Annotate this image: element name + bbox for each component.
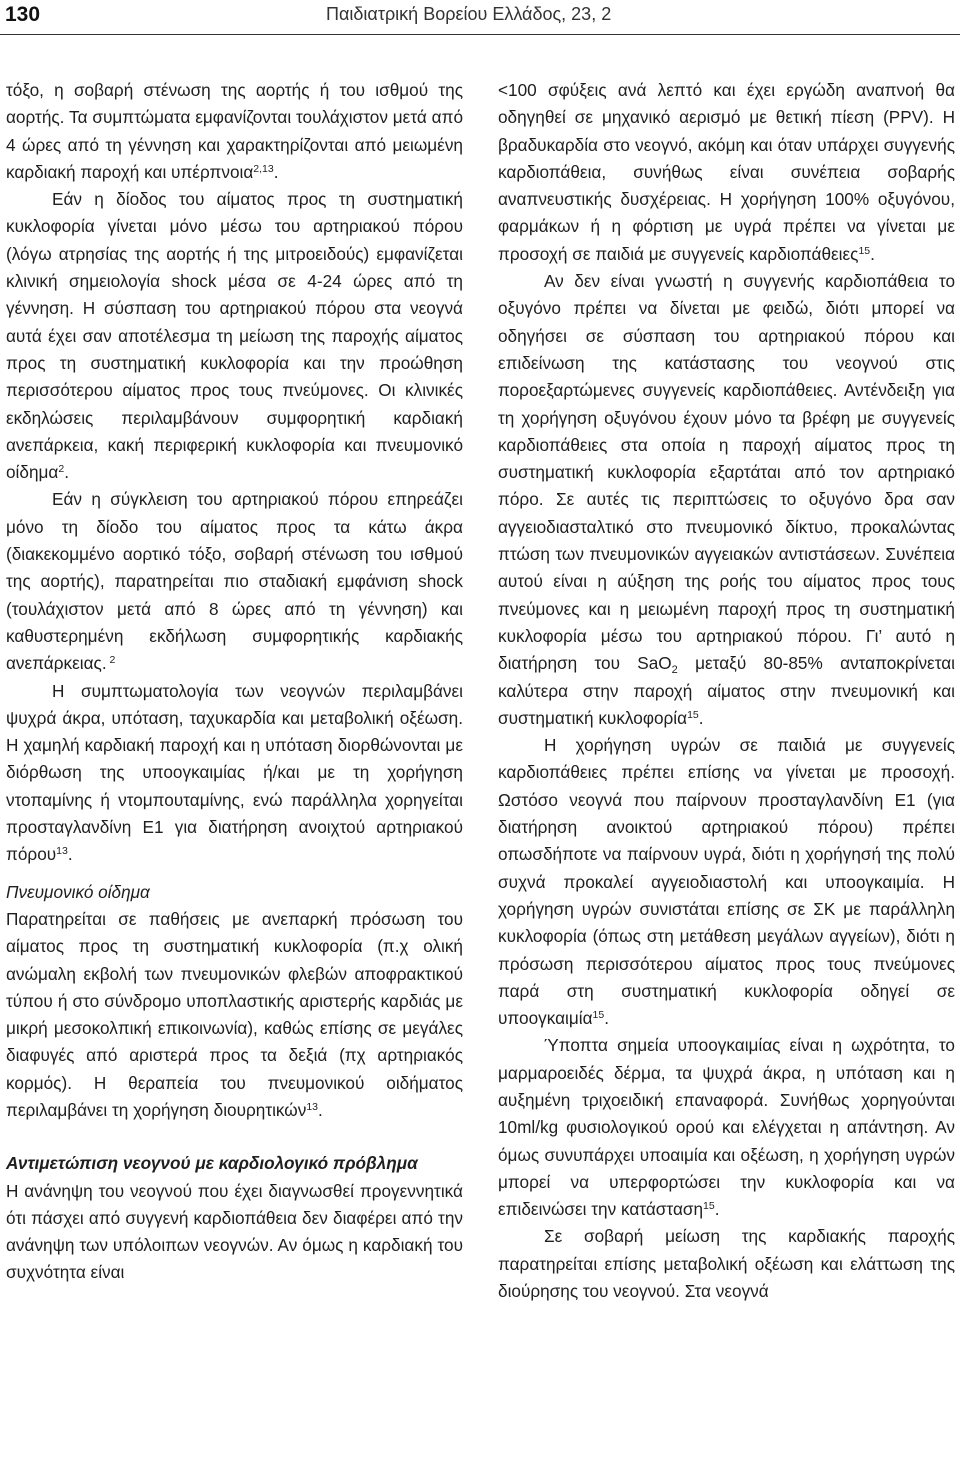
paragraph-end: . (318, 1099, 323, 1120)
paragraph (498, 77, 955, 268)
reference-citation: 13 (306, 1100, 319, 1113)
paragraph-text: Η συμπτωματολογία των νεογνών περιλαμβάνει ψυχρά άκρα, υπόταση, ταχυκαρδία και μεταβολική οξέωση. Η χαμηλή καρδιακή παροχή και η υπόταση διορθώνονται με διόρθωση της υποογκαιμίας ή/και με τη χορήγηση ντοπαμίνης ή ντομπουταμίνης, ενώ παράλληλα χορηγείται προσταγλανδίνη Ε1 για διατήρηση ανοιχτού αρτηριακού πόρου (6, 680, 463, 865)
paragraph (6, 486, 463, 677)
paragraph-end: . (698, 707, 704, 728)
subscript: 2 (671, 664, 678, 677)
reference-citation: 2 (58, 463, 65, 476)
running-head: Παιδιατρική Βορείου Ελλάδος, 23, 2 (326, 4, 612, 24)
paragraph-end: . (604, 1008, 609, 1029)
paragraph (498, 1032, 955, 1223)
paragraph (6, 906, 463, 1124)
paragraph-end: . (64, 462, 69, 483)
paragraph-text: Ύποπτα σημεία υποογκαιμίας είναι η ωχρότητα, το μαρμαροειδές δέρμα, τα ψυχρά άκρα, η υπόταση και η αυξημένη τριχοειδική επαναφορά. Συνήθως χορηγούνται 10ml/kg φυσιολογικού ορού και ελέγχεται η απάντηση. Αν όμως συνυπάρχει υποαιμία και οξέωση, η χορήγηση υγρών μπορεί να υπερφορτώσει την κυκλοφορία και να επιδεινώσει την κατάσταση (498, 1035, 955, 1220)
page-number: 130 (5, 3, 41, 26)
reference-citation: 15 (687, 708, 699, 721)
right-column (498, 77, 955, 1305)
paragraph-text: Εάν η δίοδος του αίματος προς τη συστηματική κυκλοφορία γίνεται μόνο μέσω του αρτηριακού πόρου (λόγω ατρησίας της αορτής ή της μιτροειδούς) εμφανίζεται κλινική σημειολογία shock μέσα σε 4-24 ώρες από τη γέννηση. Η σύσπαση του αρτηριακού πόρου στα νεογνά αυτά έχει σαν αποτέλεσμα τη μείωση της παροχής αίματος προς τη συστηματική κυκλοφορία και την προώθηση περισσότερου αίματος προς τους πνεύμονες. Οι κλινικές εκδηλώσεις περιλαμβάνουν συμφορητική καρδιακή ανεπάρκεια, κακή περιφερική κυκλοφορία και πνευμονικό οίδημα (6, 189, 463, 483)
paragraph-text: <100 σφύξεις ανά λεπτό και έχει εργώδη αναπνοή θα οδηγηθεί σε μηχανικό αερισμό με θετική πίεση (PPV). Η βραδυκαρδία στο νεογνό, ακόμη και όταν υπάρχει συγγενής καρδιοπάθεια, συνήθως είναι συνέπεια σοβαρής αναπνευστικής δυσχέρειας. Η χορήγηση 100% οξυγόνου, φαρμάκων ή η φόρτιση με υγρά πρέπει να γίνεται με προσοχή σε παιδιά με συγγενείς καρδιοπάθειες (498, 80, 955, 264)
paragraph-end: . (714, 1199, 720, 1220)
reference-citation: 13 (56, 845, 68, 858)
header-divider (0, 34, 960, 35)
paragraph (498, 268, 955, 732)
paragraph-text: Εάν η σύγκλειση του αρτηριακού πόρου επηρεάζει μόνο τη δίοδο του αίματος προς τα κάτω άκρα (διακεκομμένο αορτικό τόξο, σοβαρή στένωση του ισθμού της αορτής), παρατηρείται πιο σταδιακή εμφάνιση shock (τουλάχιστον μετά από 8 ώρες από τη γέννηση) και καθυστερημένη εκδήλωση συμφορητικής καρδιακής ανεπάρκειας. (6, 489, 463, 674)
paragraph-end: . (67, 844, 73, 865)
paragraph-text: Αν δεν είναι γνωστή η συγγενής καρδιοπάθεια το οξυγόνο πρέπει να δίνεται με φειδώ, διότι μπορεί να οδηγήσει σε σύσπαση του αρτηριακού πόρου και επιδείνωση της κατάστασης του νεογνού στις ποροεξαρτώμενες συγγενείς καρδιοπάθειες. Αντένδειξη για τη χορήγηση οξυγόνου έχουν μόνο τα βρέφη με συγγενείς καρδιοπάθειες στα οποία η παροχή αίματος προς τη συστηματική κυκλοφορία εξαρτάται από τον αρτηριακό πόρο. Σε αυτές τις περιπτώσεις το οξυγόνο δρα σαν αγγειοδιασταλτικό στο πνευμονικό δίκτυο, προκαλώντας πτώση των πνευμονικών αγγειακών αντιστάσεων. Συνέπεια αυτού είναι η αύξηση της ροής του αίματος προς τους πνεύμονες και η μειωμένη παροχή προς τη συστηματική κυκλοφορία μέσω του αρτηριακού πόρου. Γι’ αυτό η διατήρηση του SaO (498, 271, 955, 674)
paragraph-end: . (870, 243, 875, 264)
paragraph-text: μεταξύ 80-85% ανταποκρίνεται καλύτερα στην παροχή αίματος στην πνευμονική και συστηματική κυκλοφορία (498, 653, 955, 728)
reference-citation: 15 (703, 1200, 715, 1213)
paragraph (498, 1223, 955, 1305)
left-column (6, 77, 463, 1287)
paragraph-text: Η ανάνηψη του νεογνού που έχει διαγνωσθεί προγεννητικά ότι πάσχει από συγγενή καρδιοπάθεια δεν διαφέρει από την ανάνηψη των υπόλοιπων νεογνών. Αν όμως η καρδιακή του συχνότητα είναι (6, 1180, 463, 1283)
paragraph (6, 1178, 463, 1287)
paragraph-text: Σε σοβαρή μείωση της καρδιακής παροχής παρατηρείται επίσης μεταβολική οξέωση και ελάττωση της διούρησης του νεογνού. Στα νεογνά (498, 1226, 955, 1302)
reference-citation: 2,13 (253, 162, 274, 175)
paragraph-end: . (273, 161, 279, 182)
paragraph (6, 186, 463, 486)
paragraph-text: Παρατηρείται σε παθήσεις με ανεπαρκή πρόσωση του αίματος προς τη συστηματική κυκλοφορία (π.χ ολική ανώμαλη εκβολή των πνευμονικών φλεβών αποφρακτικού τύπου ή στο σύνδρομο υποπλαστικής αριστερής καρδιάς με μικρή μεσοκολπική επικοινωνία), καθώς επίσης σε μεγάλες διαφυγές από αριστερά προς τα δεξιά (πχ αρτηριακός κορμός). Η θεραπεία του πνευμονικού οιδήματος περιλαμβάνει τη χορήγηση διουρητικών (6, 908, 463, 1120)
paragraph (498, 732, 955, 1032)
page-header (0, 0, 960, 40)
paragraph (6, 77, 463, 186)
paragraph-text: Η χορήγηση υγρών σε παιδιά με συγγενείς καρδιοπάθειες πρέπει επίσης να γίνεται με προσοχή. Ωστόσο νεογνά που παίρνουν προσταγλανδίνη Ε1 (για διατήρηση ανοικτού αρτηριακού πόρου) πρέπει οπωσδήποτε να παίρνουν υγρά, διότι η χορήγησή της πολύ συχνά προκαλεί αγγειοδιαστολή και υποογκαιμία. Η χορήγηση υγρών συνιστάται επίσης σε ΣΚ με παράλληλη κυκλοφορία (όπως στη μετάθεση μεγάλων αγγείων), διότι η πρόσωση περισσότερου αίματος προς τους πνεύμονες παρά στη συστηματική κυκλοφορία οδηγεί σε υποογκαιμία (498, 735, 955, 1029)
paragraph-text: τόξο, η σοβαρή στένωση της αορτής ή του ισθμού της αορτής. Τα συμπτώματα εμφανίζονται τουλάχιστον μετά από 4 ώρες από τη γέννηση και χαρακτηρίζονται από μειωμένη καρδιακή παροχή και υπέρπνοια (6, 80, 463, 182)
reference-citation: 15 (858, 244, 871, 257)
section-heading: Αντιμετώπιση νεογνού με καρδιολογικό πρόβλημα (6, 1153, 418, 1174)
paragraph (6, 678, 463, 869)
reference-citation: 2 (106, 654, 116, 667)
reference-citation: 15 (592, 1009, 605, 1022)
section-heading: Πνευμονικό οίδημα (6, 881, 150, 902)
